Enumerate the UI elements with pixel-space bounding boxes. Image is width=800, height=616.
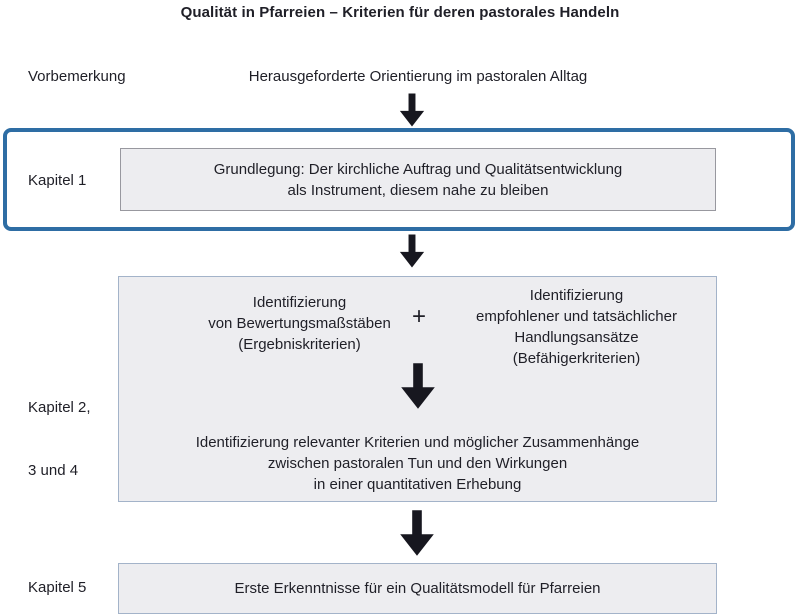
kapitel1-text-line1: Grundlegung: Der kirchliche Auftrag und Qualitätsentwicklung	[213, 160, 623, 178]
row-label-kapitel234-line2: 3 und 4	[28, 462, 79, 479]
vorbemerkung-text: Herausgeforderte Orientierung im pastoralen Alltag	[248, 68, 588, 85]
down-arrow-icon	[399, 93, 425, 127]
right-column-line1: Identifizierung	[529, 287, 624, 304]
left-column-line2: von Bewertungsmaßstäben	[208, 315, 391, 332]
kapitel1-text-line2: als Instrument, diesem nahe zu bleiben	[287, 181, 549, 199]
result-text	[119, 432, 716, 495]
left-column-line1: Identifizierung	[252, 294, 347, 311]
right-criteria-column	[449, 285, 704, 369]
down-arrow-icon	[400, 363, 436, 409]
kapitel5-text: Erste Erkenntnisse für ein Qualitätsmodell für Pfarreien	[234, 580, 601, 597]
left-column-line3: (Ergebniskriterien)	[238, 336, 361, 353]
kapitel1-box	[120, 148, 716, 211]
row-label-kapitel234-line1: Kapitel 2,	[28, 399, 91, 416]
row-label-vorbemerkung: Vorbemerkung	[28, 68, 126, 85]
kapitel234-box	[118, 276, 717, 502]
row-label-kapitel5: Kapitel 5	[28, 579, 87, 596]
down-arrow-icon	[399, 510, 435, 556]
row-label-kapitel234	[28, 355, 91, 523]
result-line2: zwischen pastoralen Tun und den Wirkungen	[267, 455, 568, 472]
row-label-kapitel1: Kapitel 1	[28, 172, 87, 189]
right-column-line4: (Befähigerkriterien)	[512, 350, 641, 367]
kapitel5-box	[118, 563, 717, 614]
right-column-line2: empfohlener und tatsächlicher	[476, 308, 677, 325]
page-title: Qualität in Pfarreien – Kriterien für deren pastorales Handeln	[180, 4, 620, 21]
right-column-line3: Handlungsansätze	[514, 329, 639, 346]
result-line3: in einer quantitativen Erhebung	[313, 476, 522, 493]
plus-sign: +	[411, 303, 426, 330]
left-criteria-column	[177, 292, 422, 355]
result-line1: Identifizierung relevanter Kriterien und möglicher Zusammenhänge	[195, 434, 640, 451]
down-arrow-icon	[399, 234, 425, 268]
